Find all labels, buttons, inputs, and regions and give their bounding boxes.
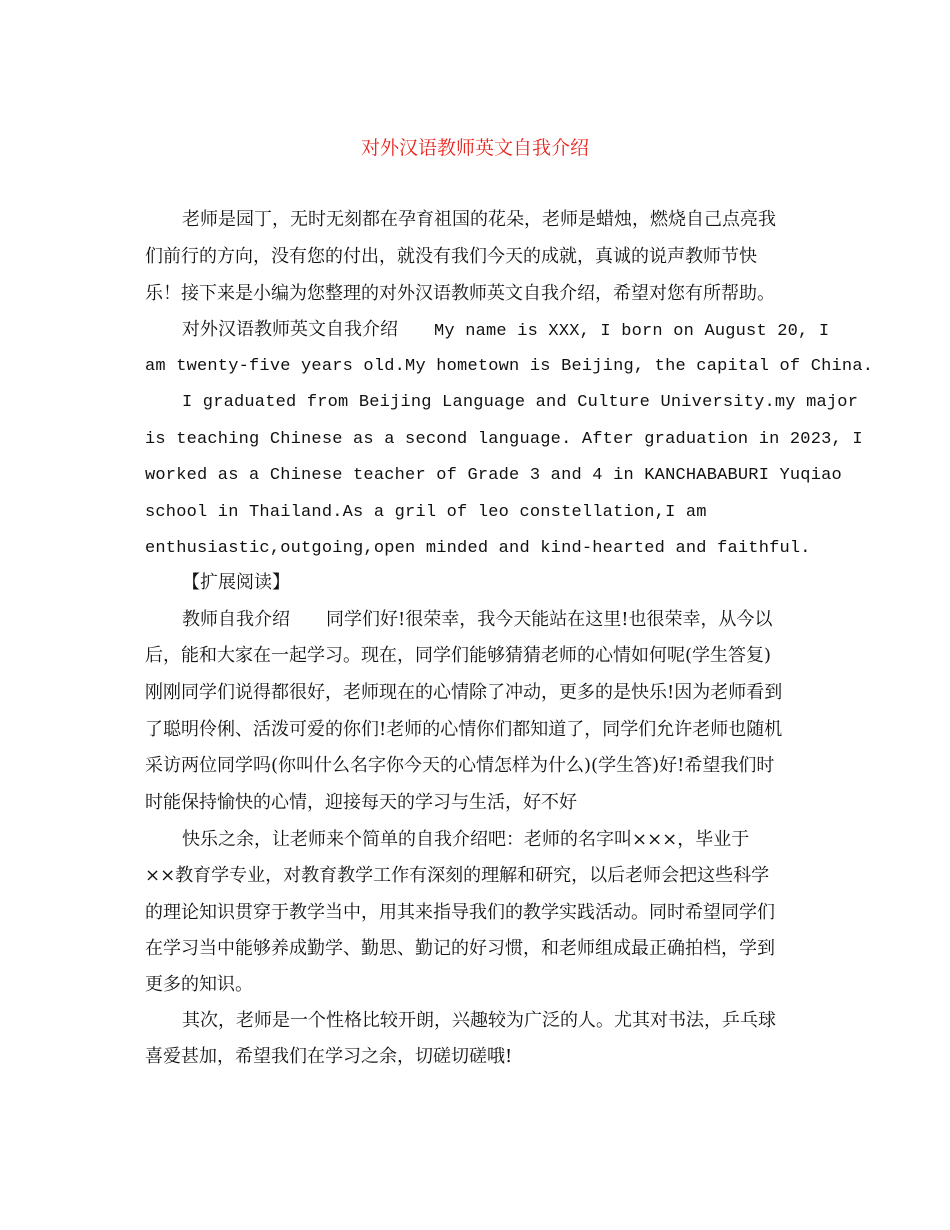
paragraph-line xyxy=(182,608,772,632)
paragraph-line: 时能保持愉快的心情，迎接每天的学习与生活，好不好 xyxy=(145,792,577,813)
document-title: 对外汉语教师英文自我介绍 xyxy=(360,137,589,159)
paragraph-line: 在学习当中能够养成勤学、勤思、勤记的好习惯，和老师组成最正确拍档，学到 xyxy=(145,938,775,959)
paragraph-line: 刚刚同学们说得都很好，老师现在的心情除了冲动，更多的是快乐!因为老师看到 xyxy=(145,682,783,703)
paragraph-line: ××教育学专业，对教育教学工作有深刻的理解和研究，以后老师会把这些科学 xyxy=(145,865,770,886)
paragraph-line: enthusiastic,outgoing,open minded and kind-hearted and faithful. xyxy=(145,539,811,558)
extended-reading-heading: 【扩展阅读】 xyxy=(182,572,290,593)
english-text: My name is XXX, I born on August 20, I xyxy=(434,322,830,341)
paragraph-line: am twenty-five years old.My hometown is Beijing, the capital of China. xyxy=(145,357,874,376)
paragraph-line: I graduated from Beijing Language and Culture University.my major xyxy=(182,393,859,412)
paragraph-line: 老师是园丁，无时无刻都在孕育祖国的花朵，老师是蜡烛，燃烧自己点亮我 xyxy=(182,209,776,230)
paragraph-line: 快乐之余，让老师来个简单的自我介绍吧：老师的名字叫×××，毕业于 xyxy=(182,829,750,850)
paragraph-line: 喜爱甚加，希望我们在学习之余，切磋切磋哦! xyxy=(145,1046,513,1067)
paragraph-line: worked as a Chinese teacher of Grade 3 and 4 in KANCHABABURI Yuqiao xyxy=(145,466,842,485)
paragraph-line: is teaching Chinese as a second language. After graduation in 2023, I xyxy=(145,430,863,449)
paragraph-line: 更多的知识。 xyxy=(145,974,253,995)
paragraph-line: 乐！接下来是小编为您整理的对外汉语教师英文自我介绍，希望对您有所帮助。 xyxy=(145,283,775,304)
paragraph-text: 同学们好!很荣幸，我今天能站在这里!也很荣幸，从今以 xyxy=(326,609,773,630)
paragraph-line: 采访两位同学吗(你叫什么名字你今天的心情怎样为什么)(学生答)好!希望我们时 xyxy=(145,755,775,776)
paragraph-line: 了聪明伶俐、活泼可爱的你们!老师的心情你们都知道了，同学们允许老师也随机 xyxy=(145,719,783,740)
section-heading: 对外汉语教师英文自我介绍 xyxy=(182,319,398,340)
paragraph-line: 其次，老师是一个性格比较开朗，兴趣较为广泛的人。尤其对书法，乒乓球 xyxy=(182,1010,776,1031)
paragraph-line: school in Thailand.As a gril of leo constellation,I am xyxy=(145,503,707,522)
paragraph-line: 的理论知识贯穿于教学当中，用其来指导我们的教学实践活动。同时希望同学们 xyxy=(145,902,775,923)
section-heading: 教师自我介绍 xyxy=(182,609,290,630)
paragraph-line: 们前行的方向，没有您的付出，就没有我们今天的成就，真诚的说声教师节快 xyxy=(145,246,757,267)
paragraph-line: 后，能和大家在一起学习。现在，同学们能够猜猜老师的心情如何呢(学生答复) xyxy=(145,645,772,666)
paragraph-line xyxy=(182,318,829,344)
